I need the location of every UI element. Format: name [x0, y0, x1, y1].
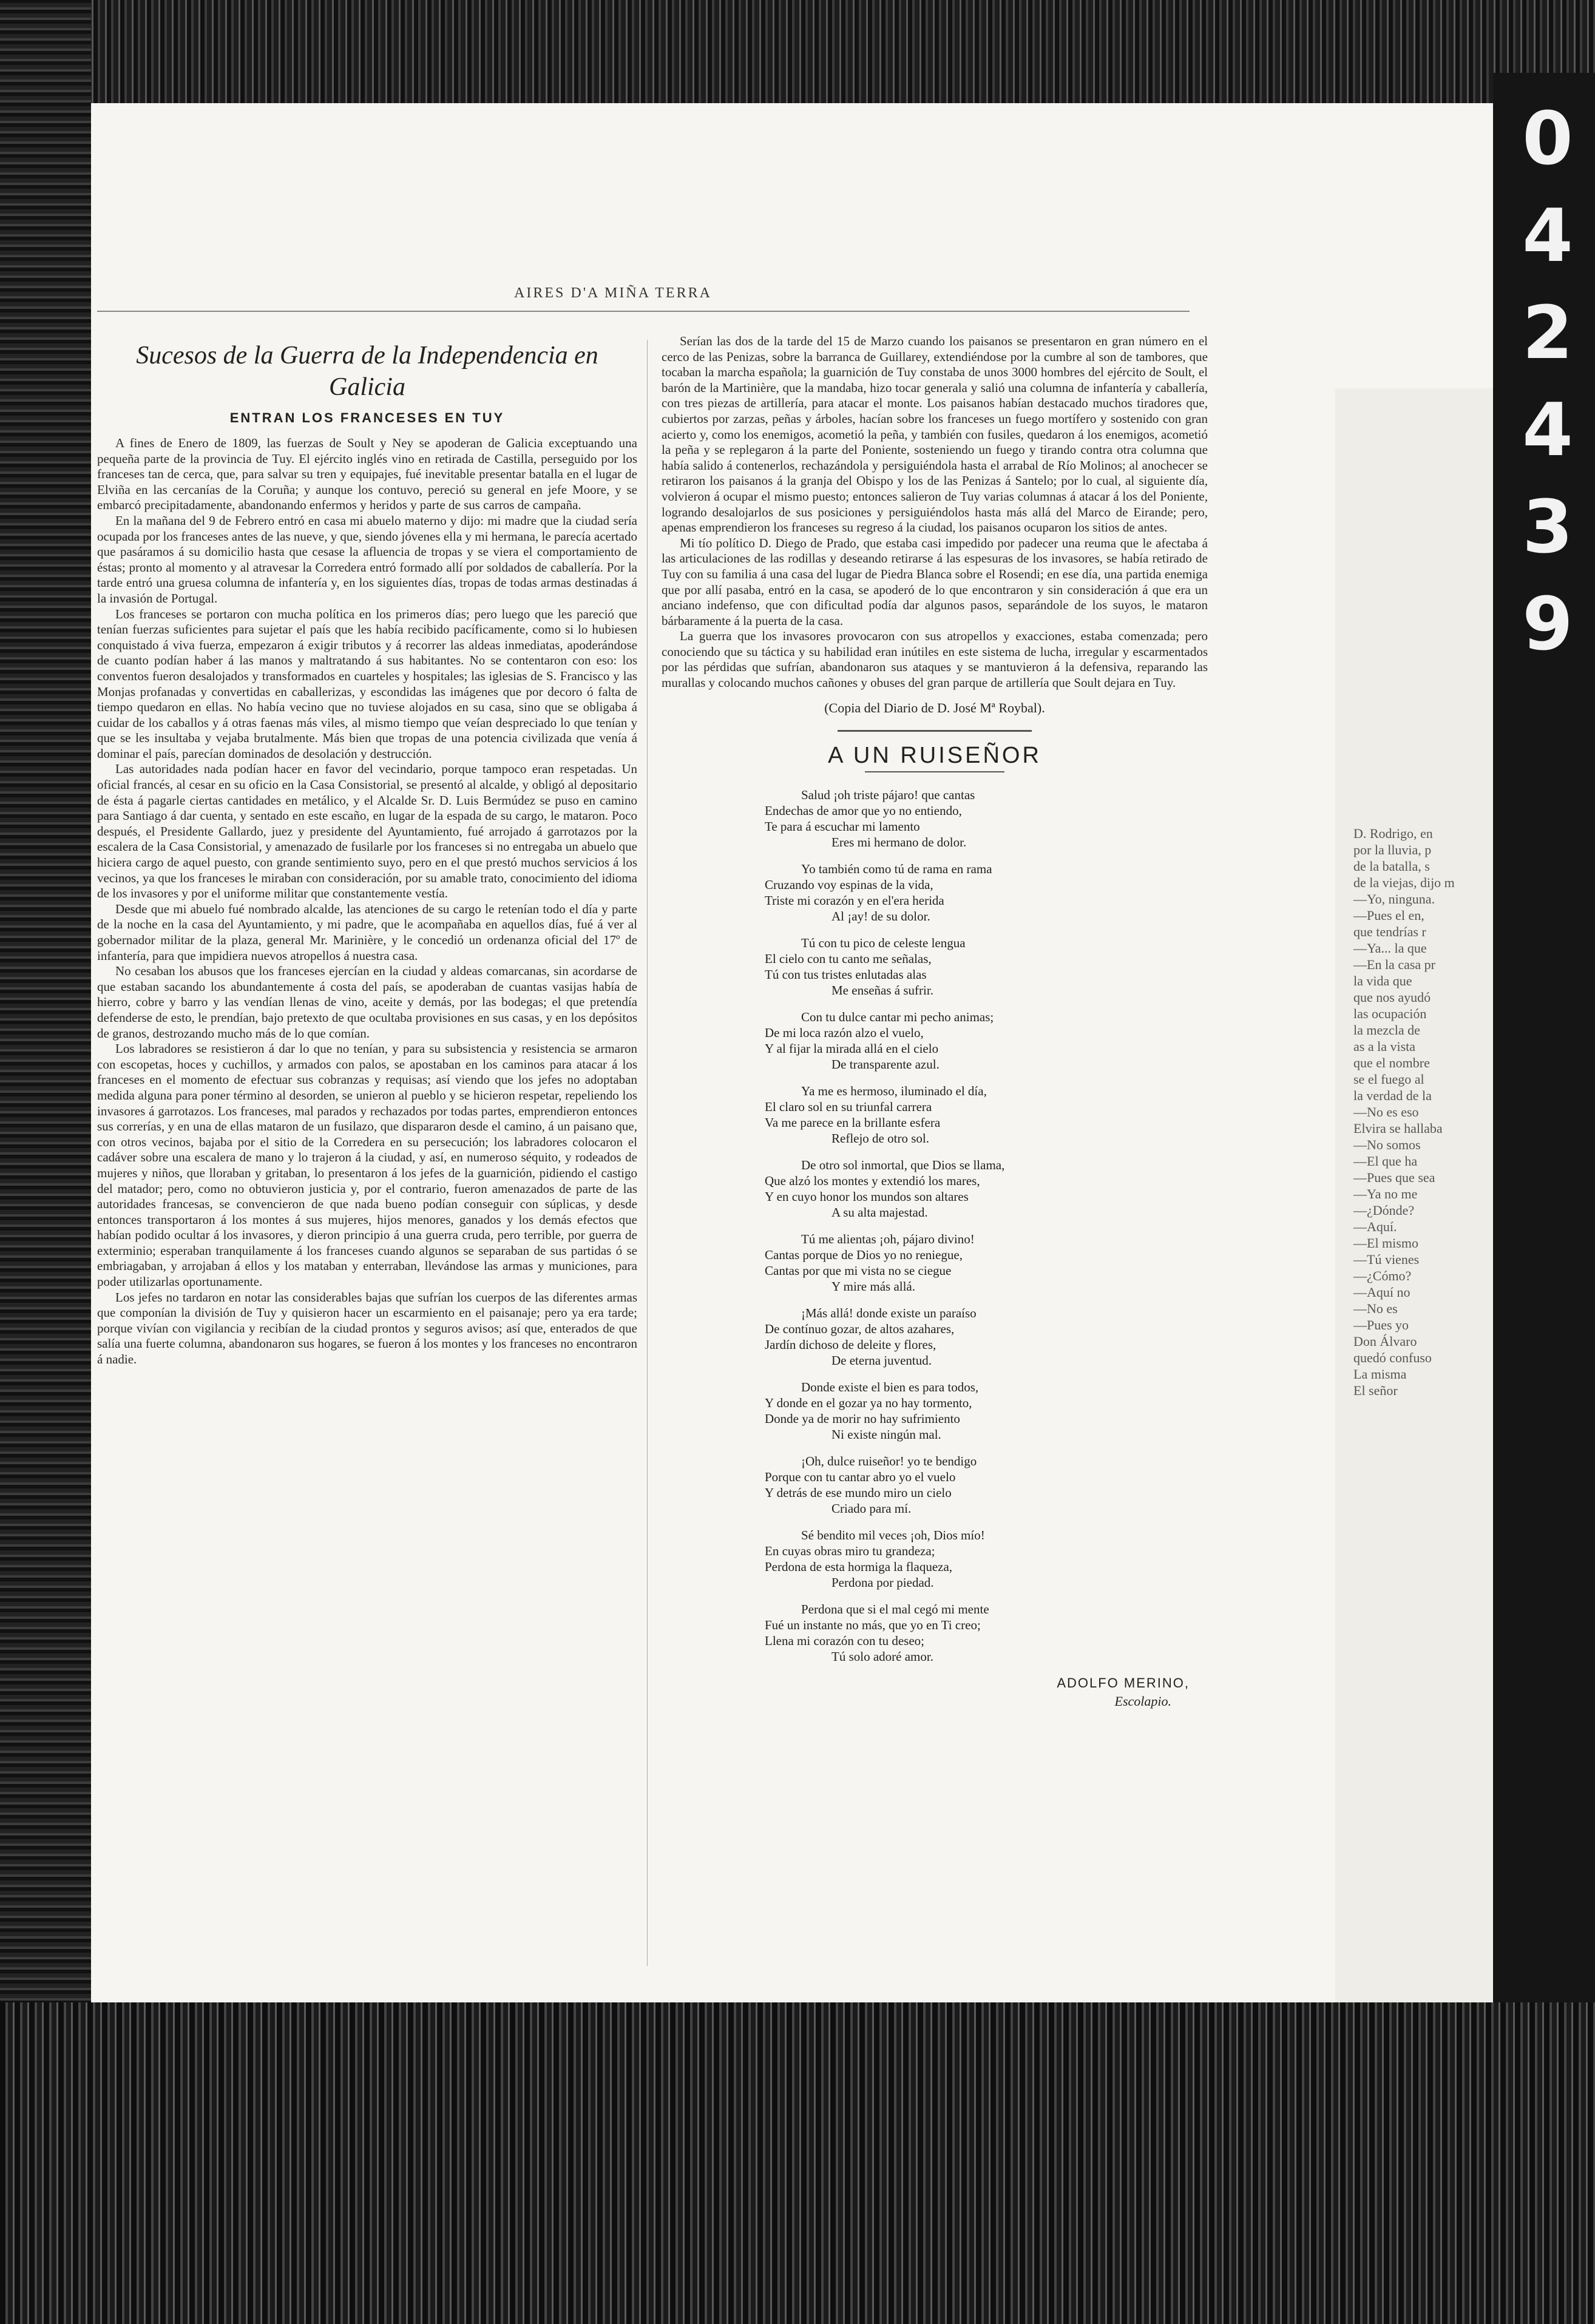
poem-stanza: [765, 1305, 1208, 1368]
poem-line: Fué un instante no más, que yo en Ti creo;: [765, 1617, 981, 1632]
catalog-digit: 3: [1522, 485, 1573, 570]
poem-line: Y detrás de ese mundo miro un cielo: [765, 1485, 952, 1500]
adjacent-page-text: D. Rodrigo, en por la lluvia, p de la batalla, s de la viejas, dijo m —Yo, ninguna. —Pues el en, que tendrías r —Ya... la que —En la casa pr la vida que que nos ayudó las ocupación la mezcla de as a la vista que el nombre se el fuego al la verdad de la —No es eso Elvira se hallaba —No somos —El que ha —Pues que sea —Ya no me —¿Dónde? —Aquí. —El mismo —Tú vienes —¿Cómo? —Aquí no —No es —Pues yo Don Álvaro quedó confuso La misma El señor: [1353, 826, 1455, 1398]
poem-line: Tú con tus tristes enlutadas alas: [765, 967, 927, 982]
poem-line: Criado para mí.: [831, 1501, 912, 1516]
poem-line: A su alta majestad.: [831, 1204, 928, 1220]
poem-line: De transparente azul.: [831, 1056, 940, 1072]
poem-separator-rule: [838, 730, 1032, 732]
header-rule: [97, 311, 1190, 312]
catalog-digit: 4: [1522, 194, 1573, 279]
poem-line: Con tu dulce cantar mi pecho animas;: [801, 1009, 994, 1024]
poem-line: Y al fijar la mirada allá en el cielo: [765, 1041, 939, 1056]
column-divider: [647, 340, 648, 1966]
poem-line: Porque con tu cantar abro yo el vuelo: [765, 1469, 956, 1484]
poem-line: En cuyas obras miro tu grandeza;: [765, 1543, 935, 1558]
article-body-right: [662, 334, 1208, 691]
poem-line: Endechas de amor que yo no entiendo,: [765, 803, 962, 818]
poem-stanza: [765, 1601, 1208, 1664]
poem-author: ADOLFO MERINO,: [1057, 1675, 1190, 1691]
running-head: AIRES D'A MIÑA TERRA: [514, 285, 712, 301]
article-paragraph: Desde que mi abuelo fué nombrado alcalde, las atenciones de su cargo le retenían todo el día y parte de la noche en la casa del Ayuntamiento, y mi padre, que le acompañaba en aquellos días, fué á ver al gobernador militar de la plaza, general Mr. Marinière, y le concedió un ordenanza oficial del 17º de infantería, para que impidiera nuevos atropellos á nuestra casa.: [97, 901, 637, 963]
poem-line: Va me parece en la brillante esfera: [765, 1115, 941, 1130]
poem-stanza: [765, 1453, 1208, 1516]
poem-line: Jardín dichoso de deleite y flores,: [765, 1337, 936, 1352]
catalog-digit: 4: [1522, 388, 1573, 473]
article-paragraph: Mi tío político D. Diego de Prado, que estaba casi impedido por padecer una reuma que le afectaba á las articulaciones de las rodillas y deseando retirarse á las espesuras de los invasores, se había retirado de Tuy con su familia á una casa del lugar de Piedra Blanca sobre el Rosendi; en ese día, una partida enemiga que por allí pasaba, entró en la casa, se apoderó de lo que encontraron y sin consideración á que era un anciano indefenso, que con dificultad podía dar algunos pasos, separándole de los suyos, le mataron bárbaramente á la puerta de la casa.: [662, 535, 1208, 628]
article-body-left: [97, 436, 637, 1368]
poem-line: ¡Oh, dulce ruiseñor! yo te bendigo: [801, 1453, 977, 1468]
article-paragraph: Los franceses se portaron con mucha política en los primeros días; pero luego que les pareció que tenían fuerzas suficientes para sujetar el país que les había recibido pacíficamente, como si lo hubiesen conquistado á viva fuerza, empezaron á exigir tributos y á recorrer las aldeas inmediatas, apoderándose de cuanto podían haber á las manos y maltratando á sus habitantes. No se contentaron con eso: los conventos fueron desalojados y transformados en cuarteles y hospitales; las iglesias de S. Francisco y las Monjas profanadas y convertidas en caballerizas, y escondidas las imágenes que por decoro ó falta de tiempo quedaron en ellas. No había vecino que no tuviese alojados en su casa, sino que se obligaba á cuidar de los caballos y á otras faenas más viles, al mismo tiempo que veían despreciado lo que tenían y que se les insultaba y vejaba brutalmente. Más bien que tropas de una potencia civilizada que venía á dominar el país, parecían dominados de desolación y destrucción.: [97, 606, 637, 761]
poem-stanza: [765, 1379, 1208, 1442]
poem-line: Me enseñas á sufrir.: [831, 982, 933, 998]
poem-line: Llena mi corazón con tu deseo;: [765, 1633, 924, 1648]
poem-line: Perdona de esta hormiga la flaqueza,: [765, 1559, 953, 1574]
poem-line: Donde ya de morir no hay sufrimiento: [765, 1411, 960, 1426]
poem-line: Y donde en el gozar ya no hay tormento,: [765, 1395, 972, 1410]
poem-line: Salud ¡oh triste pájaro! que cantas: [801, 787, 975, 802]
poem-line: Reflejo de otro sol.: [831, 1130, 929, 1146]
poem-line: De mi loca razón alzo el vuelo,: [765, 1025, 924, 1040]
catalog-digit: 0: [1522, 97, 1573, 181]
catalog-digit: 9: [1522, 583, 1573, 667]
catalog-number: [1502, 91, 1593, 758]
poem-line: El claro sol en su triunfal carrera: [765, 1099, 932, 1114]
poem-stanza: [765, 1009, 1208, 1072]
poem-stanza: [765, 935, 1208, 998]
article-paragraph: Las autoridades nada podían hacer en favor del vecindario, porque tampoco eran respetadas. Un oficial francés, al cesar en su oficio en la Casa Consistorial, se presentó al alcalde, y obligó al depositario de ésta á pagarle ciertas cantidades en metálico, y el Alcalde Sr. D. Luis Bermúdez se puso en camino para Santiago á dar cuenta, y sentado en este escaño, en lugar de la espada de su cargo, le mataron. Poco después, el Presidente Gallardo, juez y presidente del Ayuntamiento, fué arrojado á garrotazos por la escalera de la Casa Consistorial, y amenazado de fusilarle por los franceses si no entregaba un abuelo que hiciera cargo de aquel puesto, con grande sentimiento suyo, pero en el que prestó muchos servicios á los vecinos, ya que los franceses le miraban con consideración, por su amable trato, conocimiento del idioma de los invasores y por el uniforme militar que constantemente vestía.: [97, 762, 637, 901]
poem-line: El cielo con tu canto me señalas,: [765, 951, 932, 966]
poem-line: De otro sol inmortal, que Dios se llama,: [801, 1157, 1005, 1172]
poem-line: Cruzando voy espinas de la vida,: [765, 877, 933, 892]
poem-line: Yo también como tú de rama en rama: [801, 861, 992, 876]
poem-line: Perdona que si el mal cegó mi mente: [801, 1601, 989, 1616]
catalog-digit: 2: [1522, 291, 1573, 376]
poem-line: Cantas por que mi vista no se ciegue: [765, 1263, 952, 1278]
poem-line: Perdona por piedad.: [831, 1575, 934, 1590]
poem-stanza: [765, 861, 1208, 924]
article-paragraph: Los jefes no tardaron en notar las considerables bajas que sufrían los cuerpos de las diferentes armas que componían la división de Tuy y quisieron hacer un escarmiento en el paisanaje; pero ya era tarde; porque vivían con vigilancia y recibían de la ciudad prontos y seguros avisos; así que, enterados de que salía una fuerte columna, abandonaron sus hogares, se fueron á los montes y los franceses no encontraron á nadie.: [97, 1289, 637, 1367]
poem-stanza: [765, 1083, 1208, 1146]
poem-line: Tú me alientas ¡oh, pájaro divino!: [801, 1231, 975, 1246]
poem-line: De contínuo gozar, de altos azahares,: [765, 1321, 955, 1336]
poem-line: Cantas porque de Dios yo no reniegue,: [765, 1247, 963, 1262]
article-paragraph: Serían las dos de la tarde del 15 de Marzo cuando los paisanos se presentaron en gran número en el cerco de las Penizas, sobre la barranca de Guillarey, extendiéndose por la cumbre al son de tambores, que tocaban la marcha española; la guarnición de Tuy constaba de unos 3000 hombres del ejército de Soult, el barón de la Martinière, que la mandaba, hizo tocar generala y salió una columna de infantería y caballería, con tres piezas de artillería, para atacar el monte. Los paisanos habían destacado muchos tiradores que, cubiertos por zarzas, peñas y árboles, hacían sobre los franceses un fuego mortífero y sostenido con gran acierto y, como los enemigos, acometió la peña, y también con fusiles, quedaron á los enemigos, acometió la peña y se replegaron á la parte del Poniente, sosteniendo un fuego y tirando contra otra columna que había salido á contenerlos, rechazándola y persiguiéndola hasta el arrabal de Río Molinos; al anochecer se retiraron los paisanos á la granja del Obispo y los de las Penizas á Santelo; por lo cual, al siguiente día, volvieron á ocupar el mismo puesto; entonces salieron de Tuy varias columnas á atacar á los del Poniente, logrando desalojarlos de sus posiciones y persiguiéndolos hasta más allá del Marco de Eirande; pero, apenas emprendieron los franceses su regreso á la ciudad, los paisanos ocuparon los sitios de antes.: [662, 334, 1208, 535]
poem-line: Que alzó los montes y extendió los mares,: [765, 1173, 980, 1188]
poem-line: Sé bendito mil veces ¡oh, Dios mío!: [801, 1527, 985, 1542]
poem-line: Y en cuyo honor los mundos son altares: [765, 1189, 969, 1204]
article-paragraph: A fines de Enero de 1809, las fuerzas de Soult y Ney se apoderan de Galicia exceptuando una pequeña parte de la provincia de Tuy. El ejército inglés vino en retirada de Castilla, perseguido por los franceses tan de cerca, que, para salvar su tren y equipajes, fué inevitable presentar batalla en el lugar de Elviña en las cercanías de la Coruña; y aunque los contuvo, pereció su general en jefe Moore, y se embarcó precipitadamente, abandonando enfermos y heridos y parte de sus carros de campaña.: [97, 436, 637, 513]
article-paragraph: En la mañana del 9 de Febrero entró en casa mi abuelo materno y dijo: mi madre que la ciudad sería ocupada por los franceses antes de las nueve, y que, siendo jóvenes ella y mi hermana, le parecía acertado que pasáramos á su domicilio hasta que cesase la afluencia de tropas y se viera el comportamiento de éstas; pronto al momento y al atravesar la Corredera entró formado allí por soldados de caballería. Por la tarde entró una gruesa columna de infantería y, en los siguientes días, tropas de todas armas destinadas á la invasión de Portugal.: [97, 513, 637, 606]
poem-line: Al ¡ay! de su dolor.: [831, 908, 930, 924]
article-subtitle: ENTRAN LOS FRANCESES EN TUY: [229, 410, 505, 425]
poem-line: Ni existe ningún mal.: [831, 1427, 941, 1442]
poem-body: [662, 787, 1208, 1664]
article-paragraph: Los labradores se resistieron á dar lo que no tenían, y para su subsistencia y resistencia se armaron con escopetas, hoces y cuchillos, y armados con palos, se apostaban en los caminos para atacar á los franceses en el momento de efectuar sus cobranzas y requisas; así viendo que los jefes no adoptaban medida alguna para poner término al desorden, se unieron al pueblo y se hicieron respetar, repeliendo los invasores á garrotazos. Los franceses, mal parados y rechazados por todas partes, emprendieron entonces sus correrías, y en una de ellas mataron de un fusilazo, que dispararon desde el camino, á un paisano que, con otros vecinos, bajaba por el sitio de la Corredera en su persecución; los labradores colocaron el cadáver sobre una escalera de mano y lo trajeron á la ciudad, y así, en numeroso séquito, y rodeados de mujeres y niños, que lloraban y gritaban, lo presentaron á los jefes de la guarnición, pidiendo el castigo del matador; pero, como no obtuvieron justicia y, por el contrario, fueron amenazados de parte de las autoridades francesas, se convencieron de que nada bueno podían conseguir con súplicas, y desde entonces transportaron á los montes á sus mujeres, hijos menores, ganados y los demás efectos que habían podido ocultar á los invasores, y dieron principio á una guerra cruda, pero terrible, por guerra de exterminio; esperaban tranquilamente á los franceses cuando algunos se separaban de sus partidas ó se embriagaban, y arrojaban á ellos y los mataban y enterraban, llevándose las armas y municiones, para poder utilizarlas oportunamente.: [97, 1041, 637, 1289]
poem-stanza: [765, 1527, 1208, 1590]
scan-border-left: [0, 0, 91, 2324]
poem-line: Y mire más allá.: [831, 1279, 916, 1294]
article-paragraph: No cesaban los abusos que los franceses ejercían en la ciudad y aldeas comarcanas, sin acordarse de que estaban sacando los abundantemente á costa del país, se apoderaban de cuantas vasijas había de hierro, cobre y barro y las vendían llenas de vino, aceite y demás, por las bodegas; el que pretendía defenderse de esto, le prendían, bajo pretexto de que ocultaba provisiones en sus casas, y en los depósitos de granos, destrozando mucho más de lo que comían.: [97, 964, 637, 1041]
article-column-right: [662, 334, 1208, 1709]
poem-line: Eres mi hermano de dolor.: [831, 834, 967, 850]
scan-border-bottom: [0, 2002, 1595, 2324]
poem-stanza: [765, 1231, 1208, 1294]
poem-line: Tú con tu pico de celeste lengua: [801, 935, 966, 950]
article-column-left: [97, 340, 637, 1368]
poem-line: Triste mi corazón y en el'era herida: [765, 893, 944, 908]
poem-title: A UN RUISEÑOR: [828, 742, 1041, 768]
poem-line: De eterna juventud.: [831, 1353, 932, 1368]
poem-line: Donde existe el bien es para todos,: [801, 1379, 979, 1394]
poem-line: Tú solo adoré amor.: [831, 1649, 933, 1664]
poem-stanza: [765, 1157, 1208, 1220]
poem-author-role: Escolapio.: [1114, 1693, 1171, 1709]
poem-line: Ya me es hermoso, iluminado el día,: [801, 1083, 987, 1098]
article-paragraph: La guerra que los invasores provocaron con sus atropellos y exacciones, estaba comenzada; pero conociendo que su táctica y su habilidad eran inútiles en este sistema de lucha, irregular y escarmentados por las pérdidas que sufrían, abandonaron sus ataques y se mantuvieron á la defensiva, reparando las murallas y colocando muchos cañones y obuses del gran parque de artillería que Soult dejara en Tuy.: [662, 629, 1208, 691]
article-title: Sucesos de la Guerra de la Independencia en Galicia: [136, 342, 598, 401]
poem-line: Te para á escuchar mi lamento: [765, 819, 920, 834]
poem-line: ¡Más allá! donde existe un paraíso: [801, 1305, 977, 1320]
poem-stanza: [765, 787, 1208, 850]
article-credit: (Copia del Diario de D. José Mª Roybal).: [824, 700, 1045, 715]
poem-title-underline: [865, 771, 1004, 772]
